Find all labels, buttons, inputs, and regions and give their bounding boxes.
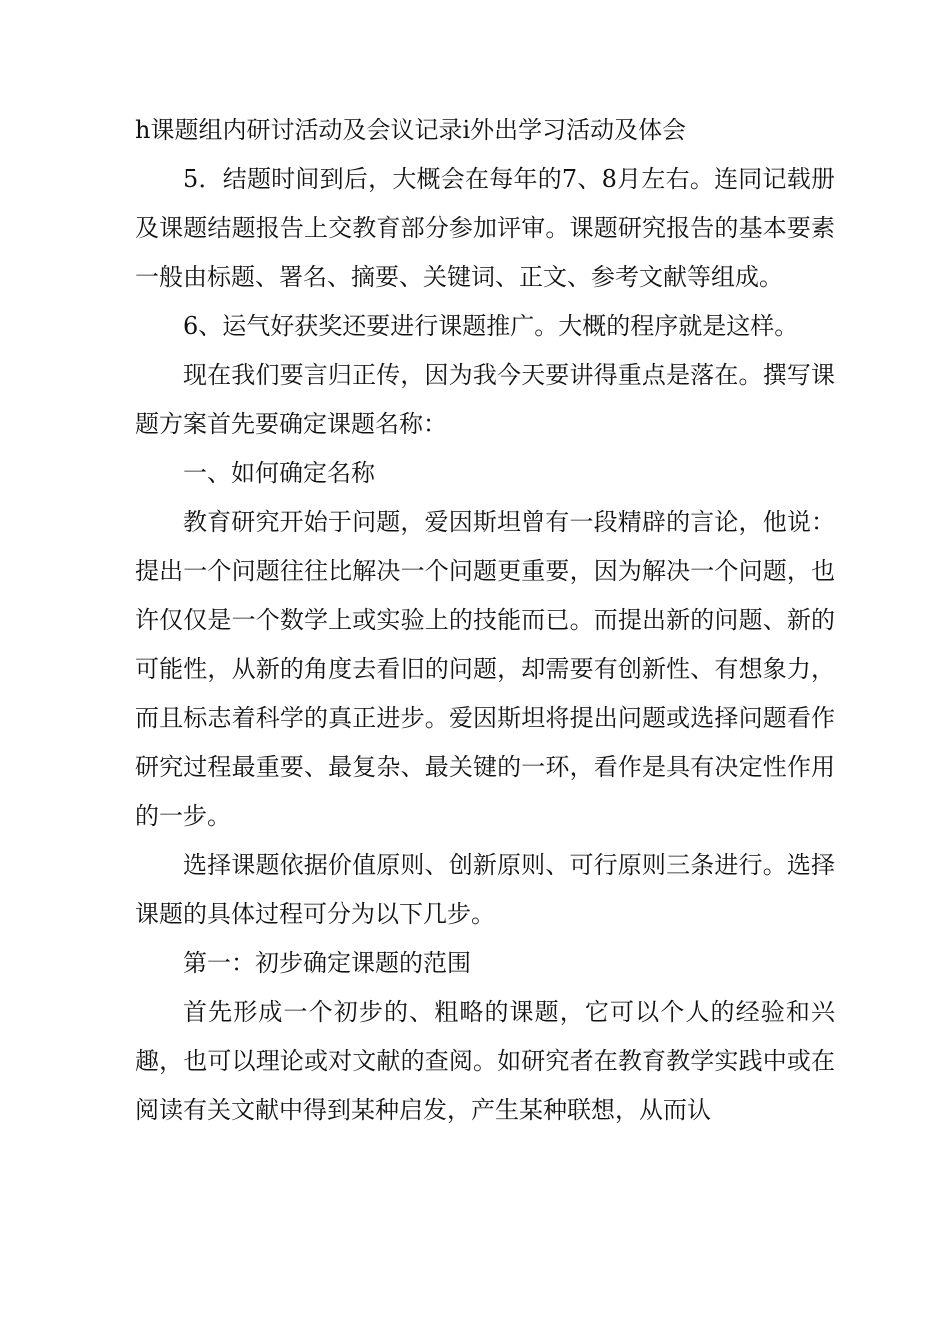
paragraph-materials-list: h课题组内研讨活动及会议记录i外出学习活动及体会 (135, 116, 687, 144)
section-heading-naming: 一、如何确定名称 (183, 459, 375, 487)
subheading-step-one: 第一：初步确定课题的范围 (183, 949, 471, 977)
paragraph-transition: 现在我们要言归正传，因为我今天要讲得重点是落在。撰写课题方案首先要确定课题名称： (135, 361, 835, 438)
paragraph-step-6: 6、运气好获奖还要进行课题推广。大概的程序就是这样。 (183, 312, 799, 340)
paragraph-initial-topic: 首先形成一个初步的、粗略的课题，它可以个人的经验和兴趣，也可以理论或对文献的查阅。如研究者在教育教学实践中或在阅读有关文献中得到某种启发，产生某种联想，从而认 (135, 998, 835, 1124)
paragraph-einstein-quote: 教育研究开始于问题，爱因斯坦曾有一段精辟的言论，他说：提出一个问题往往比解决一个问题更重要，因为解决一个问题，也许仅仅是一个数学上或实验上的技能而已。而提出新的问题、新的可能性，从新的角度去看旧的问题，却需要有创新性、有想象力，而且标志着科学的真正进步。爱因斯坦将提出问题或选择问题看作研究过程最重要、最复杂、最关键的一环，看作是具有决定性作用的一步。 (135, 508, 835, 830)
document-body (135, 106, 835, 1135)
paragraph-step-5: 5．结题时间到后，大概会在每年的7、8月左右。连同记载册及课题结题报告上交教育部分参加评审。课题研究报告的基本要素一般由标题、署名、摘要、关键词、正文、参考文献等组成。 (135, 165, 835, 291)
paragraph-selection-principles: 选择课题依据价值原则、创新原则、可行原则三条进行。选择课题的具体过程可分为以下几步。 (135, 851, 835, 928)
